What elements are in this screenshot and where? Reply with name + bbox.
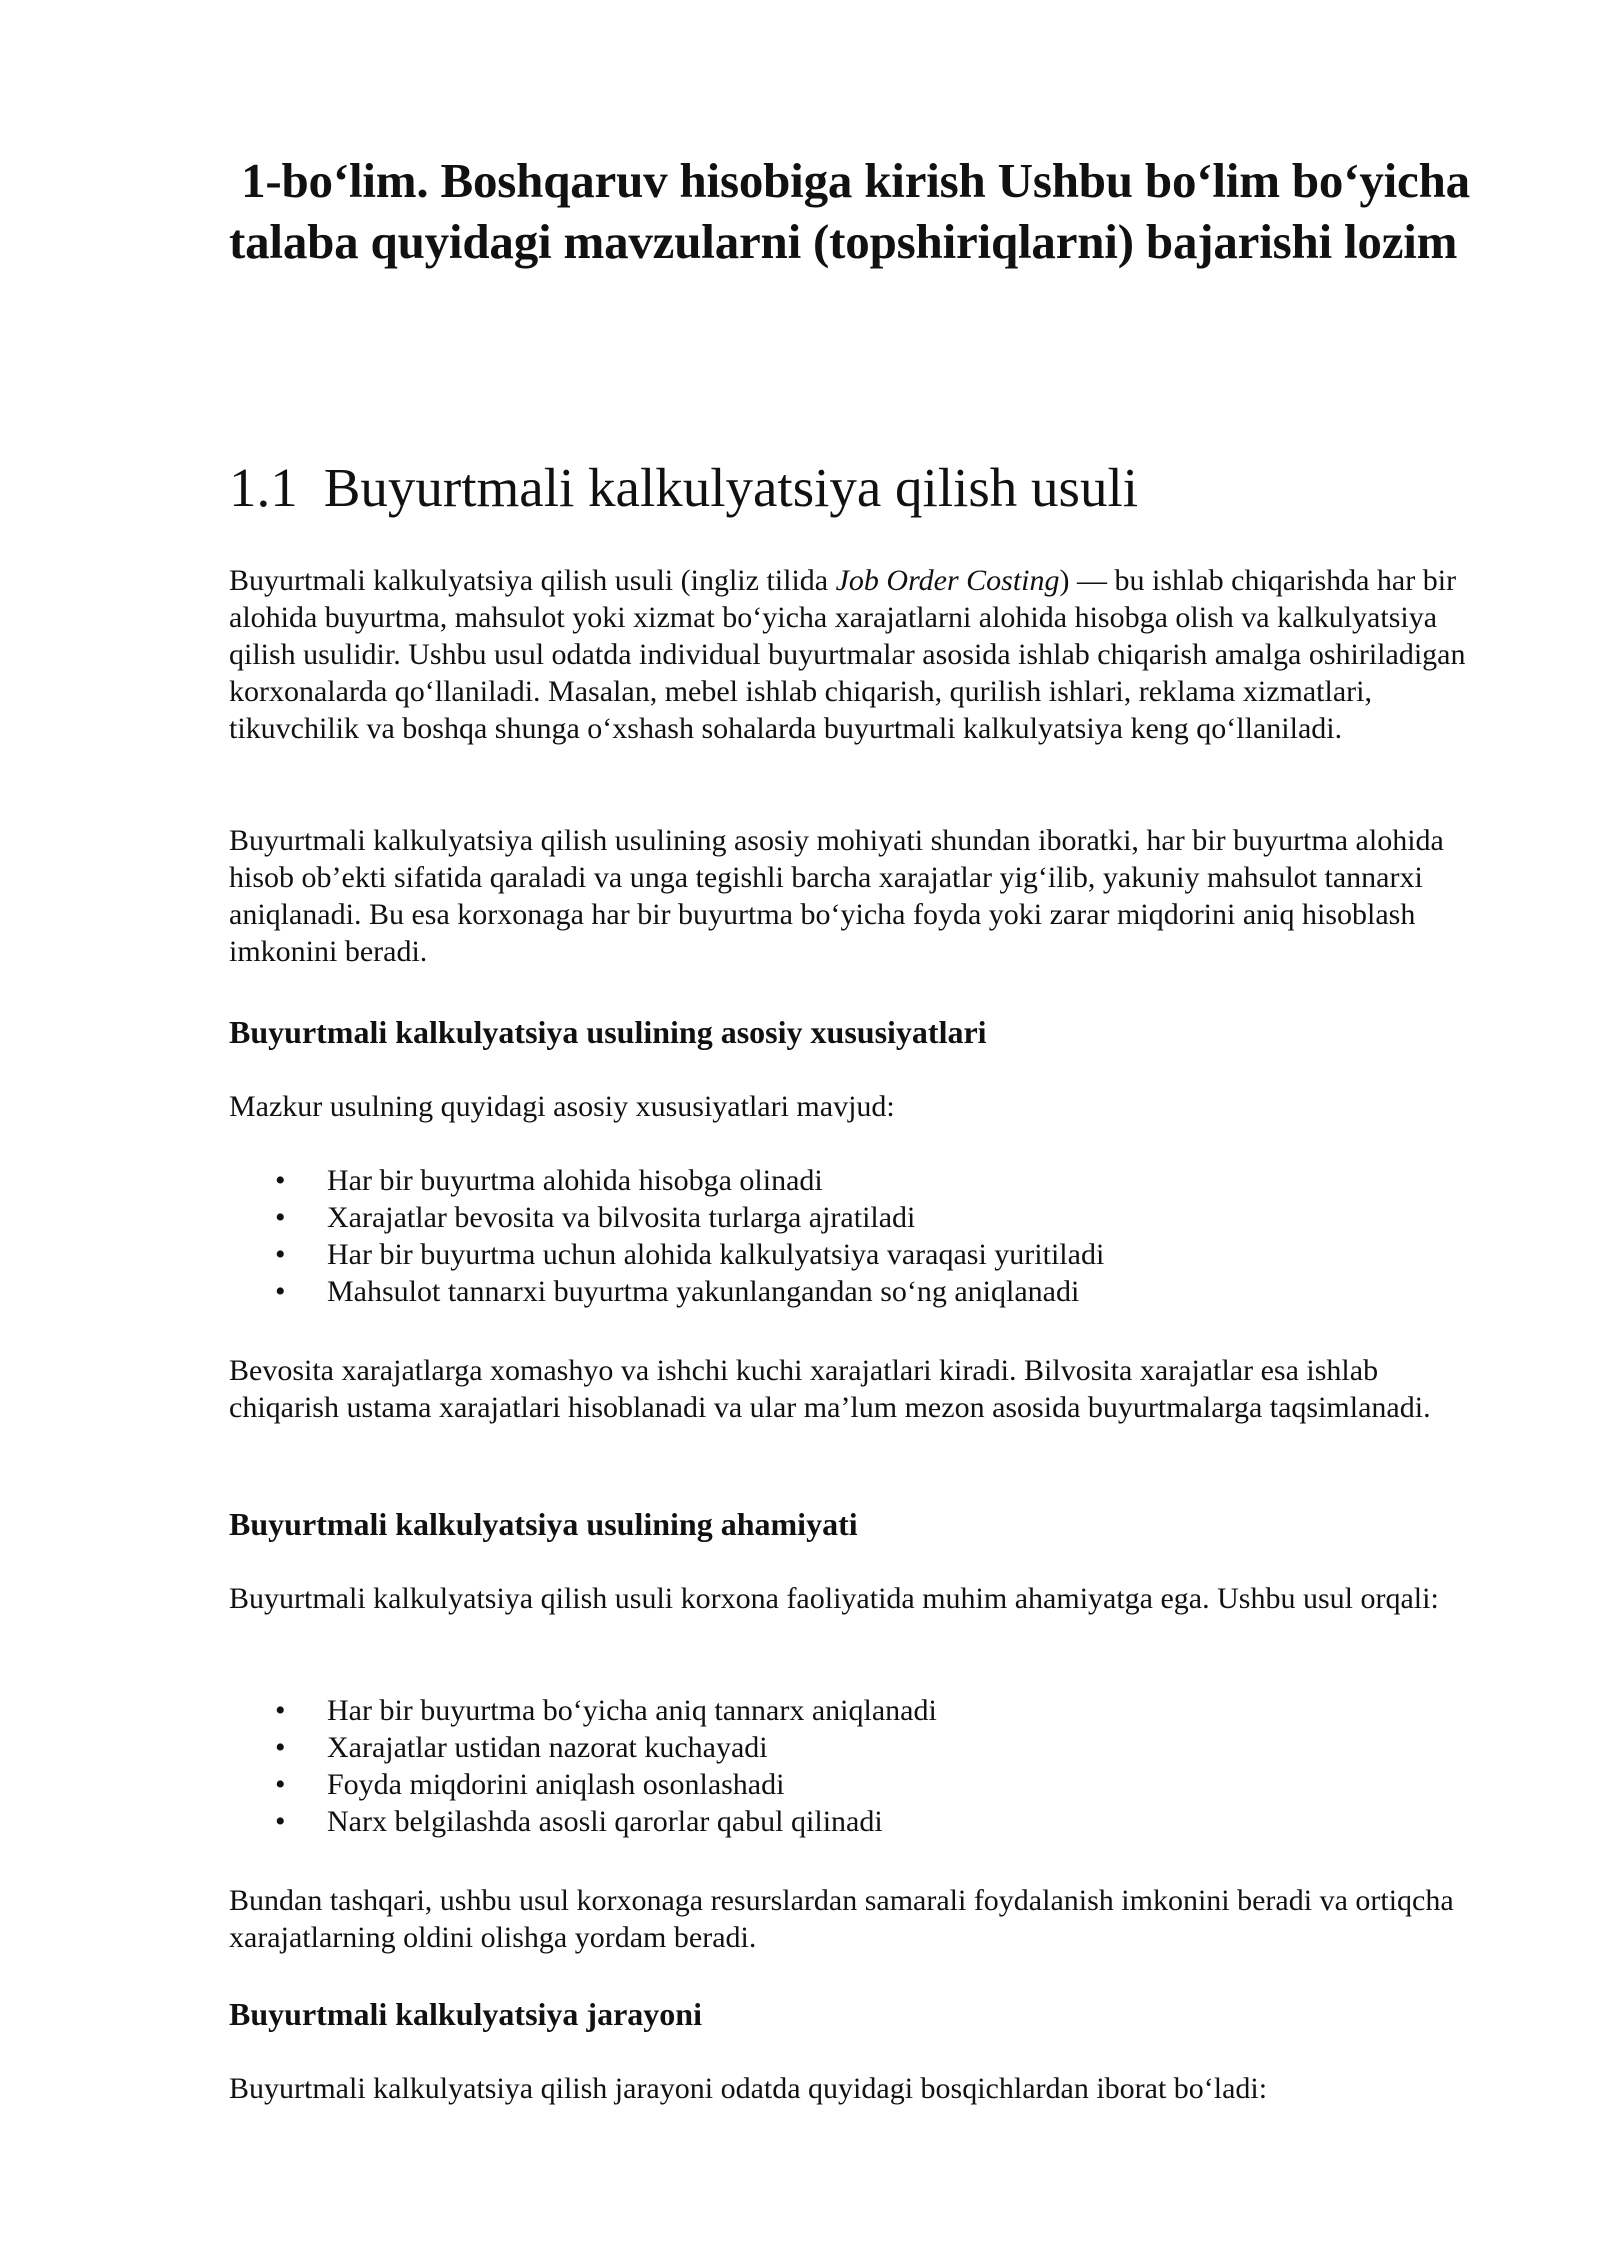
- bullet: •: [275, 1201, 286, 1234]
- list-item: • Narx belgilashda asosli qarorlar qabul qilinadi: [275, 1805, 883, 1838]
- document-title: 1-bo‘lim. Boshqaruv hisobiga kirish Ushbu bo‘lim bo‘yicha talaba quyidagi mavzularni (topshiriqlarni) bajarishi lozim: [229, 153, 1470, 269]
- features-list: [229, 1162, 1587, 1310]
- features-lead: Mazkur usulning quyidagi asosiy xususiyatlari mavjud:: [229, 1090, 895, 1123]
- italic-term: Job Order Costing: [835, 564, 1060, 597]
- importance-lead: Buyurtmali kalkulyatsiya qilish usuli korxona faoliyatida muhim ahamiyatga ega. Ushbu usul orqali:: [229, 1582, 1439, 1615]
- list-item: • Har bir buyurtma uchun alohida kalkulyatsiya varaqasi yuritiladi: [275, 1238, 1105, 1271]
- importance-list: [229, 1692, 1587, 1840]
- list-item: • Har bir buyurtma alohida hisobga olinadi: [275, 1164, 823, 1197]
- importance-heading: Buyurtmali kalkulyatsiya usulining ahamiyati: [229, 1506, 858, 1542]
- process-lead: Buyurtmali kalkulyatsiya qilish jarayoni odatda quyidagi bosqichlardan iborat bo‘ladi:: [229, 2072, 1268, 2105]
- features-heading: Buyurtmali kalkulyatsiya usulining asosiy xususiyatlari: [229, 1014, 987, 1050]
- bullet: •: [275, 1164, 286, 1197]
- features-after-paragraph: Bevosita xarajatlarga xomashyo va ishchi kuchi xarajatlari kiradi. Bilvosita xarajatlar esa ishlab chiqarish ustama xarajatlari hisoblanadi va ular ma’lum mezon asosida buyurtmalarga taqsimlanadi.: [229, 1354, 1431, 1424]
- list-item: • Xarajatlar ustidan nazorat kuchayadi: [275, 1731, 768, 1764]
- list-item: • Foyda miqdorini aniqlash osonlashadi: [275, 1768, 785, 1801]
- intro-paragraph: Buyurtmali kalkulyatsiya qilish usuli (ingliz tilida Job Order Costing) — bu ishlab chiqarishda har bir alohida buyurtma, mahsulot yoki xizmat bo‘yicha xarajatlarni alohida hisobga olish va kalkulyatsiya qilish usulidir. Ushbu usul odatda individual buyurtmalar asosida ishlab chiqarish amalga oshiriladigan korxonalarda qo‘llaniladi. Masalan, mebel ishlab chiqarish, qurilish ishlari, reklama xizmatlari, tikuvchilik va boshqa shunga o‘xshash sohalarda buyurtmali kalkulyatsiya keng qo‘llaniladi.: [229, 564, 1466, 745]
- section-heading-text: Buyurtmali kalkulyatsiya qilish usuli: [323, 457, 1139, 518]
- bullet: •: [275, 1731, 286, 1764]
- bullet: •: [275, 1694, 286, 1727]
- document-page: [229, 150, 1489, 2105]
- section-heading: [229, 455, 1138, 521]
- process-heading: Buyurtmali kalkulyatsiya jarayoni: [229, 1996, 702, 2032]
- list-item: • Har bir buyurtma bo‘yicha aniq tannarx aniqlanadi: [275, 1694, 937, 1727]
- list-item: • Mahsulot tannarxi buyurtma yakunlangandan so‘ng aniqlanadi: [275, 1275, 1080, 1308]
- section-number: 1.1: [229, 457, 298, 518]
- bullet: •: [275, 1805, 286, 1838]
- list-item: • Xarajatlar bevosita va bilvosita turlarga ajratiladi: [275, 1201, 916, 1234]
- bullet: •: [275, 1275, 286, 1308]
- bullet: •: [275, 1238, 286, 1271]
- paragraph-essence: Buyurtmali kalkulyatsiya qilish usulining asosiy mohiyati shundan iboratki, har bir buyurtma alohida hisob ob’ekti sifatida qaraladi va unga tegishli barcha xarajatlar yig‘ilib, yakuniy mahsulot tannarxi aniqlanadi. Bu esa korxonaga har bir buyurtma bo‘yicha foyda yoki zarar miqdorini aniq hisoblash imkonini beradi.: [229, 824, 1444, 968]
- bullet: •: [275, 1768, 286, 1801]
- importance-after-paragraph: Bundan tashqari, ushbu usul korxonaga resurslardan samarali foydalanish imkonini beradi va ortiqcha xarajatlarning oldini olishga yordam beradi.: [229, 1884, 1454, 1954]
